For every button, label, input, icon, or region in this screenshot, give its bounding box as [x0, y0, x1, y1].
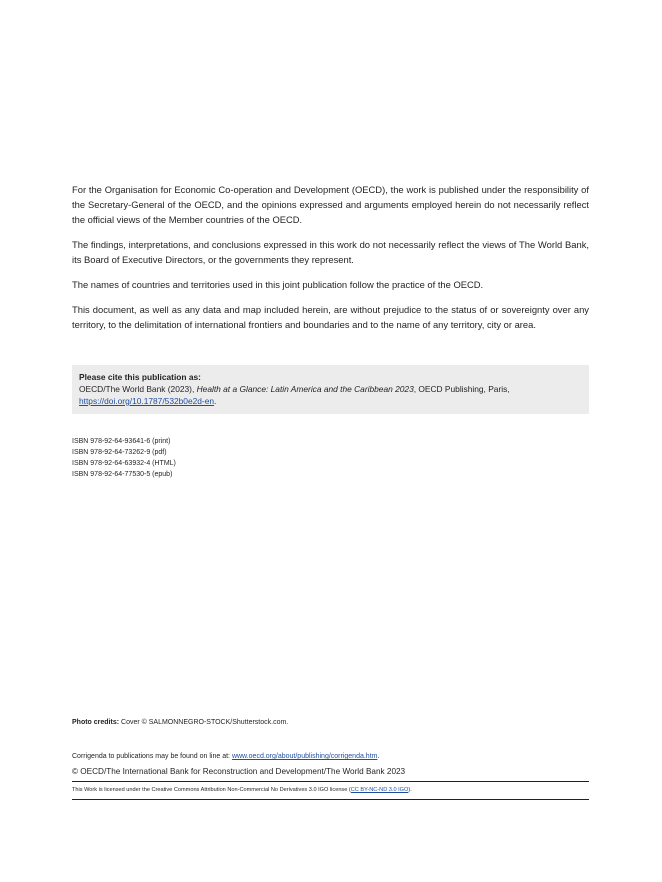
corrigenda-link[interactable]: www.oecd.org/about/publishing/corrigenda.htm [231, 753, 378, 760]
photo-credits-text: Cover © SALMONNEGRO-STOCK/Shutterstock.com. [119, 719, 289, 726]
license-link[interactable]: CC BY-NC-ND 3.0 IGO [350, 787, 409, 793]
isbn-html: ISBN 978-92-64-63932-4 (HTML) [72, 460, 176, 467]
citation-doi-link[interactable]: https://doi.org/10.1787/532b0e2d-en [79, 396, 215, 406]
citation-title: Health at a Glance: Latin America and the Caribbean 2023 [196, 384, 414, 394]
disclaimer-paragraph-country-names: The names of countries and territories used in this joint publication follow the practice of the OECD. [72, 279, 484, 290]
citation-end: . [214, 396, 217, 406]
citation-heading: Please cite this publication as: [79, 372, 201, 382]
disclaimer-paragraph-oecd: For the Organisation for Economic Co-operation and Development (OECD), the work is published under the responsibility of the Secretary-General of the OECD, and the opinions expressed and arguments employed herein do not necessarily reflect the official views of the Member countries of the OECD. [72, 184, 589, 225]
citation-authors: OECD/The World Bank (2023), [79, 384, 197, 394]
isbn-pdf: ISBN 978-92-64-73262-9 (pdf) [72, 449, 167, 456]
isbn-epub: ISBN 978-92-64-77530-5 (epub) [72, 471, 173, 478]
photo-credits [72, 718, 288, 728]
photo-credits-label: Photo credits: [72, 719, 120, 726]
isbn-list [72, 436, 176, 480]
license-notice [72, 786, 412, 795]
license-end: ). [408, 787, 412, 793]
disclaimer-section [72, 182, 589, 342]
corrigenda-end: . [377, 753, 380, 760]
divider-top [72, 781, 589, 782]
corrigenda-text: Corrigenda to publications may be found on line at: [72, 753, 232, 760]
citation-publisher: , OECD Publishing, Paris, [413, 384, 510, 394]
copyright-notice: © OECD/The International Bank for Reconstruction and Development/The World Bank 2023 [72, 767, 406, 776]
citation-box [72, 365, 589, 414]
isbn-print: ISBN 978-92-64-93641-6 (print) [72, 438, 171, 445]
disclaimer-paragraph-world-bank: The findings, interpretations, and conclusions expressed in this work do not necessarily reflect the views of The World Bank, its Board of Executive Directors, or the governments they represent. [72, 239, 589, 265]
disclaimer-paragraph-territory: This document, as well as any data and map included herein, are without prejudice to the status of or sovereignty over any territory, to the delimitation of international frontiers and boundaries and to the name of any territory, city or area. [72, 304, 589, 330]
license-text: This Work is licensed under the Creative Commons Attribution Non-Commercial No Derivatives 3.0 IGO license ( [72, 787, 351, 793]
divider-bottom [72, 799, 589, 800]
corrigenda-note [72, 752, 379, 762]
citation-text [79, 383, 582, 407]
